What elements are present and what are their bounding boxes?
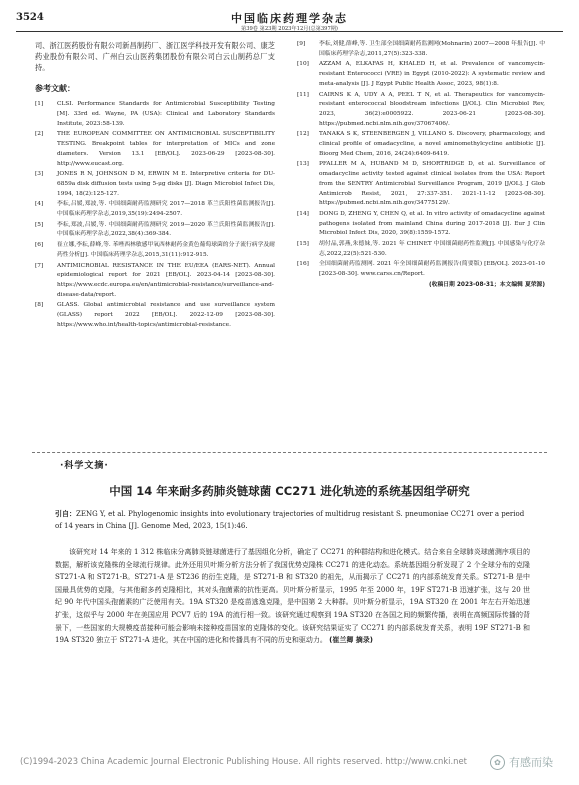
- reference-item: [297, 260, 545, 279]
- journal-title: 中国临床药理学杂志: [231, 12, 348, 25]
- reference-number: [6]: [35, 242, 44, 249]
- reference-text: DONG D, ZHENG Y, CHEN Q, et al. In vitro activity of omadacycline against pathogens isolated from mainland China during 2017-2018 [J]. Eur J Clin Microbiol Infect Dis, 2020, 39(8):1559-1572.: [319, 210, 545, 237]
- left-column: [35, 40, 275, 331]
- reference-text: GLASS. Global antimicrobial resistance and use surveillance system (GLASS) report 2022 [EB/OL]. 2022-12-09 [2023-08-30]. https://www.who.int/health-topics/antimicrobial-resistance.: [57, 302, 275, 328]
- reference-number: [10]: [297, 61, 309, 68]
- reference-item: [297, 210, 545, 239]
- reference-text: THE EUROPEAN COMMITTEE ON ANTIMICROBIAL SUSCEPTIBILITY TESTING. Breakpoint tables for interpretation of MICs and zone diameters. Version 13.1 [EB/OL]. 2023-06-29 [2023-08-30]. http://www.eucast.org.: [57, 131, 275, 167]
- reference-item: [297, 130, 545, 159]
- abstract-signer: (崔兰卿 摘录): [329, 636, 374, 645]
- header-rule: [16, 31, 563, 32]
- reference-item: [297, 91, 545, 130]
- reference-item: [35, 301, 275, 330]
- section-divider: [32, 452, 547, 453]
- reference-number: [9]: [297, 41, 306, 47]
- issue-info: 第39卷 第23期 2023年12月(总第397期): [241, 26, 338, 32]
- reference-text: JONES R N, JOHNSON D M, ERWIN M E. Interpretive criteria for DU-6859a disk diffusion tests using 5-μg disks [J]. Diagn Microbiol Infect Dis, 1994, 18(2):125-127.: [57, 171, 275, 197]
- right-column: [297, 40, 545, 292]
- page-number: 3524: [16, 12, 44, 23]
- reference-text: 李耘,刘健,薛峰,等. 卫生部全国细菌耐药监测网(Mohnarin) 2007—2008 年报告[J]. 中国临床药理学杂志,2011,27(5):323-338.: [319, 41, 545, 57]
- reference-text: 胡付品,郭燕,朱德妹,等. 2021 年 CHINET 中国细菌耐药性监测[J]. 中国感染与化疗杂志,2022,22(5):521-530.: [319, 241, 545, 257]
- reference-number: [14]: [297, 210, 309, 217]
- reference-item: [35, 200, 275, 219]
- citation-label: 引自：: [55, 510, 76, 518]
- reference-text: ANTIMICROBIAL RESISTANCE IN THE EU/EEA (EARS-NET). Annual epidemiological report for 2021 [EB/OL]. 2023-04-14 [2023-08-30]. https://www.ecdc.europa.eu/en/antimicrobial-resistance/surveillance-and-disease-data/report.: [57, 262, 275, 298]
- reference-list-right: [297, 40, 545, 280]
- reference-text: 全国细菌耐药监测网. 2021 年全国细菌耐药监测报告(简要版) [EB/OL]. 2023-01-10 [2023-08-30]. www.carss.cn/Report.: [319, 261, 545, 278]
- reference-text: TANAKA S K, STEENBERGEN J, VILLANO S. Discovery, pharmacology, and clinical profile of omadacycline, a novel aminomethylcycline antibiotic [J]. Bioorg Med Chem, 2016, 24(24):6409-6419.: [319, 131, 545, 157]
- abstract-text: 该研究对 14 年来的 1 312 株临床分离肺炎链球菌进行了基因组化分析，确定了 CC271 的种群结构和进化模式。结合来自全球肺炎球菌测序项目的数据，解析该克隆株的全球流行规律。此外还用贝叶斯分析方法分析了我国优势克隆株 CC271 的进化动态。系统基因组分析发现了 2 个全球分布的克隆 ST271-A 和 ST271-B。ST271-A 是 ST236 的衍生克隆，是 ST271-B 和 ST320 的祖先，从而揭示了 CC271 的内部系统发育关系。ST271-B 是中国最具优势的克隆，与其他耐多药克隆相比，其对头孢菌素的抗性更高。贝叶斯分析显示，1995 年至 2000 年，19F ST271-B 迅速扩张，这与 20 世纪 90 年代中国头孢菌素的广泛使用有关。19A ST320 是疫苗逃逸克隆，是中国第 2 大种群。贝叶斯分析显示，19A ST320 在 2001 年左右开始迅速扩张，这似乎与 2000 年在美国应用 PCV7 后的 19A 的流行相一致。该研究通过观察到 19A ST320 在各国之间的频繁传播，表明在高频国际传播的背景下，一些国家的大规模疫苗接种可能会影响未接种疫苗国家的克隆体的变化。该研究结果证实了 CC271 的内部系统发育关系，表明 19F ST271-B 和 19A ST320 独立于 ST271-A 进化，其在中国的进化和传播具有不同的历史和驱动力。: [55, 548, 530, 645]
- reference-text: CAIRNS K A, UDY A A, PEEL T N, et al. Therapeutics for vancomycin-resistant enterococcal bloodstream infections [J/OL]. Clin Microbiol Rev, 2023, 36(2):e0005922. 2023-06-21 [2023-08-30]. https://pubmed.ncbi.nlm.nih.gov/37067406/.: [319, 91, 545, 127]
- citation: [55, 508, 530, 532]
- reference-number: [12]: [297, 131, 309, 138]
- reference-text: PFALLER M A, HUBAND M D, SHORTRIDGE D, et al. Surveillance of omadacycline activity tested against clinical isolates from the USA: Report from the SENTRY Antimicrobial Surveillance Program, 2019 [J/OL]. J Glob Antimicrob Resist, 2021, 27:337-351. 2021-11-12 [2023-08-30]. https://pubmed.ncbi.nlm.nih.gov/34775129/.: [319, 161, 545, 207]
- citation-text: ZENG Y, et al. Phylogenomic insights into evolutionary trajectories of multidrug resistant S. pneumoniae CC271 over a period of 14 years in China [J]. Genome Med, 2023, 15(1):46.: [55, 510, 525, 530]
- reference-number: [8]: [35, 302, 44, 309]
- reference-text: 崔立娜,李耘,薛峰,等. 苯唑西林敏感甲氧西林耐药金黄色葡萄球菌的分子流行病学及耐药性分析[J]. 中国临床药理学杂志,2015,31(11):912-915.: [57, 242, 275, 258]
- reference-item: [297, 160, 545, 209]
- reference-number: [1]: [35, 101, 44, 108]
- reference-number: [7]: [35, 262, 44, 269]
- watermark: [490, 754, 553, 770]
- reference-number: [3]: [35, 171, 44, 178]
- reference-text: 李耘,郑波,吕媛,等. 中国细菌耐药监测研究 2019—2020 革兰氏阳性菌监测报告[J]. 中国临床药理学杂志,2022,38(4):369-384.: [57, 221, 275, 238]
- abstract: [55, 546, 530, 647]
- watermark-text: 有感而染: [509, 756, 553, 769]
- reference-number: [5]: [35, 221, 44, 228]
- reference-item: [35, 262, 275, 301]
- reference-text: CLSI. Performance Standards for Antimicrobial Susceptibility Testing [M]. 33rd ed. Wayne, PA (USA): Clinical and Laboratory Standards Institute, 2023:58-139.: [57, 101, 275, 127]
- reference-item: [35, 100, 275, 129]
- reference-number: [13]: [297, 161, 309, 168]
- reference-number: [16]: [297, 261, 309, 268]
- reference-item: [297, 60, 545, 89]
- reference-text: 李耘,吕媛,郑波,等. 中国细菌耐药监测研究 2017—2018 革兰氏阳性菌监测报告[J]. 中国临床药理学杂志,2019,35(19):2494-2507.: [57, 201, 275, 218]
- reference-item: [35, 241, 275, 260]
- received-note: (收稿日期 2023-08-31；本文编辑 夏荣源): [429, 281, 545, 288]
- reference-item: [297, 240, 545, 259]
- reference-item: [35, 130, 275, 169]
- reference-item: [297, 40, 545, 59]
- reference-list-left: [35, 100, 275, 330]
- reference-number: [2]: [35, 131, 44, 138]
- chat-bubble-icon: ✿: [490, 755, 505, 770]
- reference-text: AZZAM A, ELKAFAS H, KHALED H, et al. Prevalence of vancomycin-resistant Enterococci (VRE) in Egypt (2010-2022): A systematic review and meta-analysis [J]. J Egypt Public Health Assoc, 2023, 98(1):8.: [319, 61, 545, 87]
- page-header: [0, 8, 579, 30]
- references-title: 参考文献：: [35, 83, 75, 93]
- section-label: ·科学文摘·: [60, 461, 109, 471]
- reference-number: [15]: [297, 241, 309, 248]
- reference-item: [35, 221, 275, 240]
- reference-item: [35, 170, 275, 199]
- acknowledgement-text: 司、浙江医药股份有限公司新昌制药厂、浙江医学科技开发有限公司、康芝药业股份有限公司、广州白云山医药集团股份有限公司白云山制药总厂支持。: [35, 41, 275, 73]
- reference-number: [11]: [297, 91, 309, 98]
- copyright-footer: (C)1994-2023 China Academic Journal Electronic Publishing House. All rights reserved. http://www.cnki.net: [20, 756, 467, 766]
- reference-number: [4]: [35, 201, 44, 208]
- article-title: 中国 14 年来耐多药肺炎链球菌 CC271 进化轨迹的系统基因组学研究: [109, 484, 470, 498]
